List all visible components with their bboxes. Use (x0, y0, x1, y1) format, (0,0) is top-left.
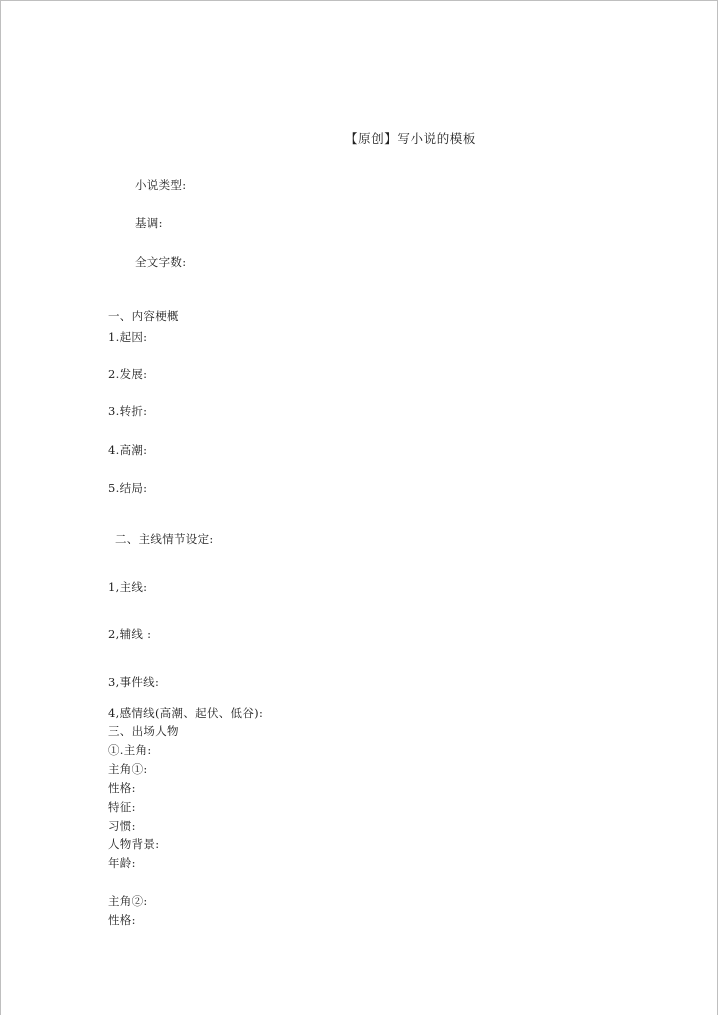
synopsis-item-cause: 1.起因: (108, 330, 148, 344)
synopsis-item-turn: 3.转折: (108, 404, 148, 418)
protagonist1-traits: 特征: (108, 800, 136, 814)
protagonist1-habits: 习惯: (108, 819, 136, 833)
protagonist1-background: 人物背景: (108, 837, 160, 851)
protagonist1-personality: 性格: (108, 781, 136, 795)
characters-subheading-protagonist: ①.主角: (108, 743, 152, 757)
section-heading-synopsis: 一、内容梗概 (108, 309, 179, 323)
protagonist1-label: 主角①: (108, 762, 148, 776)
synopsis-item-climax: 4.高潮: (108, 443, 148, 457)
plot-item-sub-line: 2,辅线 : (108, 627, 152, 641)
plot-item-main-line: 1,主线: (108, 580, 148, 594)
protagonist2-label: 主角②: (108, 894, 148, 908)
protagonist2-personality: 性格: (108, 913, 136, 927)
protagonist1-age: 年龄: (108, 856, 136, 870)
synopsis-item-ending: 5.结局: (108, 481, 148, 495)
plot-item-emotion-line: 4,感情线(高潮、起伏、低谷): (108, 706, 264, 720)
synopsis-item-development: 2.发展: (108, 367, 148, 381)
section-heading-plot: 二、主线情节设定: (115, 532, 214, 546)
document-title: 【原创】写小说的模板 (345, 131, 477, 146)
tone-field: 基调: (135, 216, 163, 230)
section-heading-characters: 三、出场人物 (108, 724, 179, 738)
word-count-field: 全文字数: (135, 255, 187, 269)
plot-item-event-line: 3,事件线: (108, 675, 160, 689)
genre-field: 小说类型: (135, 178, 187, 192)
